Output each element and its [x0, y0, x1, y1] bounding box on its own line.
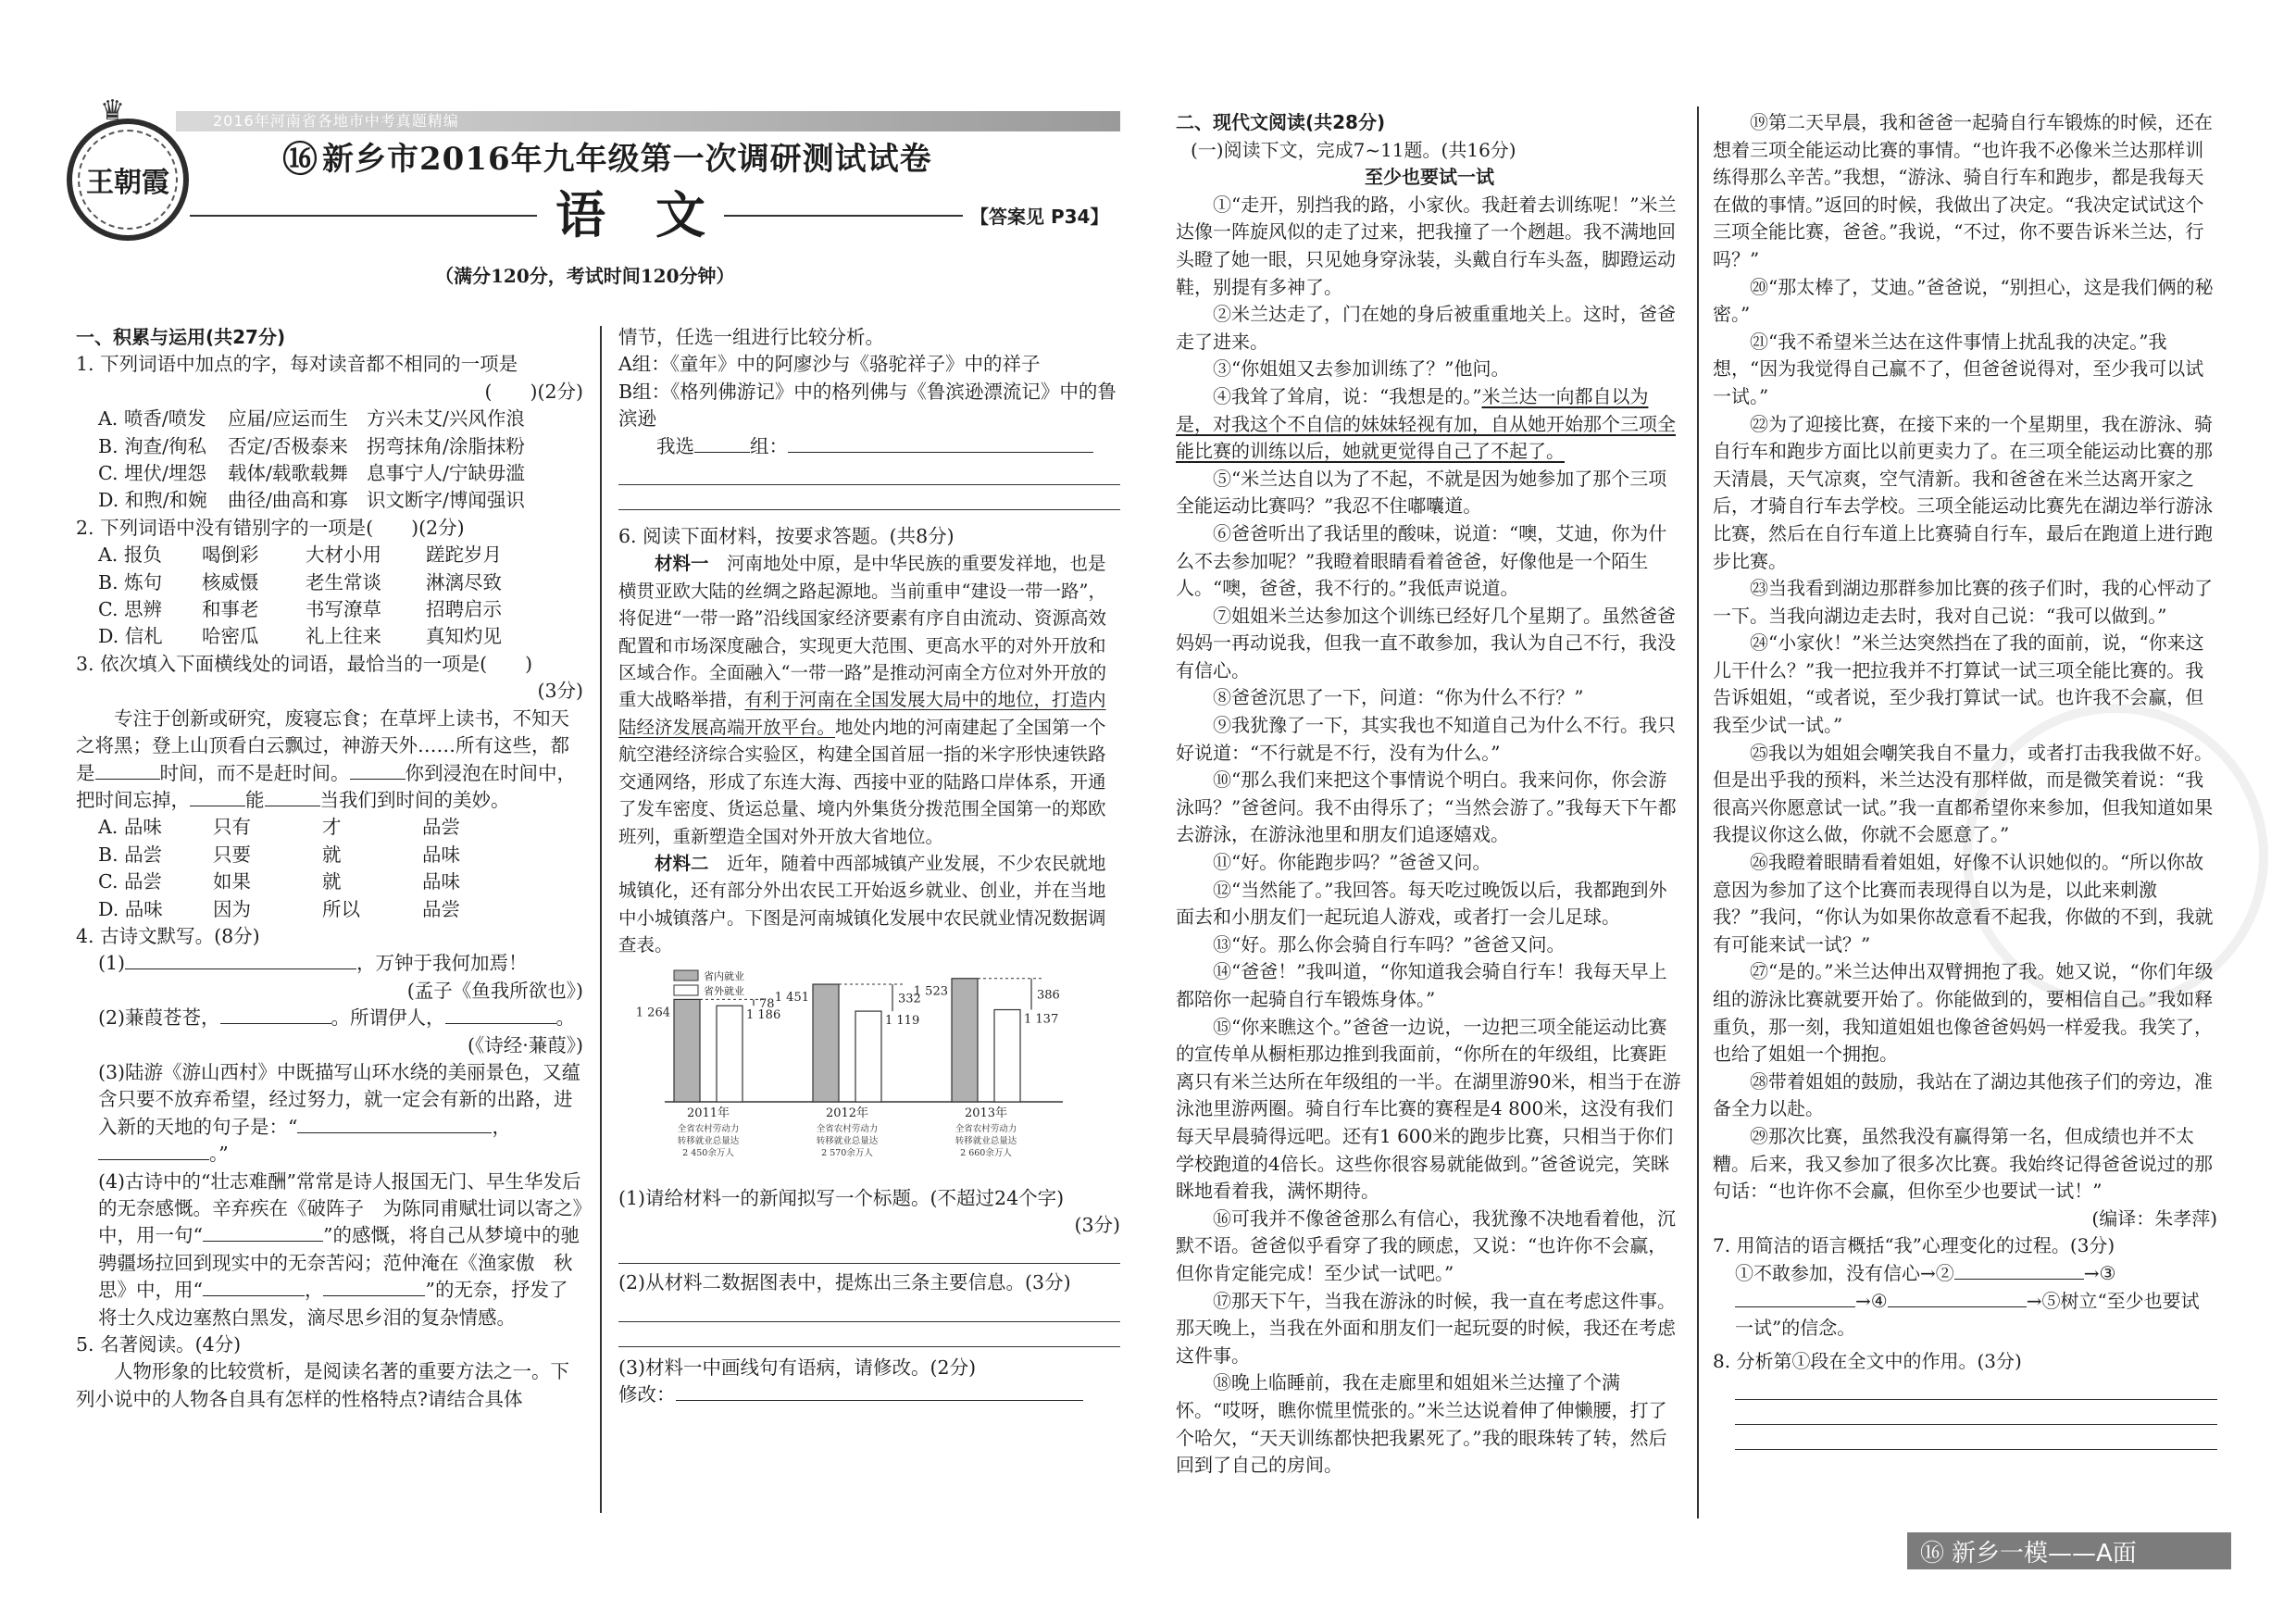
column-3 [1176, 109, 1683, 1480]
fill-blank[interactable] [98, 1141, 209, 1160]
poem-line-2: (2)蒹葭苍苍， 。所谓伊人， 。 [98, 1006, 576, 1030]
correction-blank[interactable] [676, 1381, 1083, 1401]
option-row[interactable]: A. 品味 只有 才 品尝 [98, 816, 460, 839]
q2-options [76, 542, 583, 651]
category-label: 2012年 [825, 1106, 869, 1120]
series-banner: 2016年河南省各地市中考真题精编 [213, 112, 459, 130]
group-a: A组：《童年》中的阿廖沙与《骆驼祥子》中的祥子 [618, 353, 1041, 376]
watermark-seal [1963, 704, 2268, 1009]
paragraph: ⑦姐姐米兰达参加这个训练已经好几个星期了。虽然爸爸妈妈一再动说我，但我一直不敢参加，我认为自己不行，我没有信心。 [1176, 604, 1676, 681]
underlined-sentence: 米兰达一向都自以为是，对我这个不自信的妹妹轻视有加，自从她开始那个三项全能比赛的训练以后，她就更觉得自己了不起了。 [1176, 384, 1676, 463]
fill-blank[interactable] [1954, 1260, 2084, 1280]
fill-blank[interactable] [1888, 1288, 2027, 1307]
poem-item-4: (4)古诗中的“壮志难酬”常常是诗人报国无门、早生华发后的无奈感慨。辛弃疾在《破阵子 为陈同甫赋壮词以寄之》中，用一句“ ”的感慨，将自己从梦境中的驰骋疆场拉回到现实中的无奈苦闷；范仲淹在《渔家傲 秋思》中，用“ ， ”的无奈，抒发了将士久戍边塞熬白黑发，滴尽思乡泪的复杂情感。 [98, 1169, 582, 1329]
answer-line[interactable] [1735, 1425, 2217, 1450]
column-divider [600, 326, 602, 1513]
answer-line[interactable] [618, 1239, 1120, 1264]
correction-line: 修改： [618, 1381, 1120, 1408]
legend-swatch [674, 970, 698, 981]
bar-caption: 转移就业总量达 [677, 1135, 740, 1146]
footer-number: ⑯ [1920, 1539, 1945, 1568]
q5-continued: 情节，任选一组进行比较分析。 [618, 326, 884, 348]
question-3-passage: 专注于创新或研究，废寝忘食；在草坪上读书，不知天之将黑；登上山顶看白云飘过，神游天外……所有这些，都是 时间，而不是赶时间。 你到浸泡在时间中，把时间忘掉， 能 当我们到时间的美妙。 [76, 706, 576, 811]
story-title: 至少也要试一试 [1365, 166, 1494, 189]
sub-question-1-mark: (3分) [1074, 1213, 1120, 1236]
fill-blank[interactable] [220, 1005, 331, 1024]
fill-blank[interactable] [265, 787, 320, 806]
difference-label: 78 [759, 996, 775, 1011]
paragraph: ⑲第二天早晨，我和爸爸一起骑自行车锻炼的时候，还在想着三项全能运动比赛的事情。“也许我不必像米兰达那样训练得那么辛苦。”我想，“游泳、骑自行车和跑步，都是我每天在做的事情。”返回的时候，我做出了决定。“我决定试试这个三项全能比赛，爸爸。”我说，“不过，你不要告诉米兰达，行吗？” [1713, 111, 2213, 270]
material-2: 材料二 近年，随着中西部城镇产业发展，不少农民就地城镇化，还有部分外出农民工开始返乡就业、创业，并在当地中小城镇落户。下图是河南城镇化发展中农民就业情况数据调查表。 [618, 852, 1106, 956]
employment-bar-chart [628, 963, 1072, 1185]
section-heading: 二、现代文阅读(共28分) [1176, 111, 1386, 133]
footer-label: 新乡一模——A面 [1952, 1539, 2137, 1568]
logo-emblem [67, 119, 189, 241]
category-label: 2013年 [964, 1106, 1008, 1120]
option-row[interactable]: A. 报负 喝倒彩 大材小用 蹉跎岁月 [98, 544, 502, 567]
bar-caption: 转移就业总量达 [955, 1135, 1017, 1146]
question-3: 3. 依次填入下面横线处的词语，最恰当的一项是( ) [76, 652, 533, 675]
paragraph: ㉑“我不希望米兰达在这件事情上扰乱我的决定。”我想，“因为我觉得自己赢不了，但爸爸说得对，至少我可以试一试。” [1713, 330, 2204, 407]
q7-chain: ①不敢参加，没有信心→② →③→④ →⑤树立“至少也要试一试”的信念。 [1735, 1261, 2200, 1340]
sub-question-3: (3)材料一中画线句有语病，请修改。(2分) [618, 1356, 977, 1379]
option-row[interactable]: A. 喷香/喷发 应届/应运而生 方兴未艾/兴风作浪 [98, 407, 525, 431]
fill-blank[interactable] [203, 1222, 323, 1242]
option-row[interactable]: D. 和煦/和婉 曲径/曲高和寡 识文断字/博闻强识 [98, 489, 525, 512]
bar-province-inside [813, 984, 839, 1102]
column-1 [76, 324, 583, 1413]
value-label: 1 451 [774, 990, 809, 1005]
q1-options [76, 406, 583, 515]
fill-blank[interactable] [203, 1277, 305, 1296]
paragraph: ㉔“小家伙！”米兰达突然挡在了我的面前，说，“你来这儿干什么？”我一把拉我并不打算试一试三项全能比赛的。我告诉姐姐，“或者说，至少我打算试一试。也许我不会赢，但我至少试一试。” [1713, 631, 2204, 737]
paragraph: ㉗“是的。”米兰达伸出双臂拥抱了我。她又说，“你们年级组的游泳比赛就要开始了。你能做到的，要相信自己。”我如释重负，那一刻，我知道姐姐也像爸爸妈妈一样爱我。我笑了，也给了姐姐一个拥抱。 [1713, 960, 2214, 1066]
editor-credit: (编译：朱孝萍) [2091, 1206, 2217, 1230]
question-8: 8. 分析第①段在全文中的作用。(3分) [1713, 1349, 2022, 1372]
value-label: 1 137 [1024, 1012, 1059, 1027]
paragraph: ⑭“爸爸！”我叫道，“你知道我会骑自行车！我每天早上都陪你一起骑自行车锻炼身体。” [1176, 960, 1667, 1010]
paragraph: ⑫“当然能了。”我回答。每天吃过晚饭以后，我都跑到外面去和小朋友们一起玩追人游戏，或者打一会儿足球。 [1176, 878, 1667, 929]
value-label: 1 119 [885, 1013, 920, 1028]
answer-line[interactable] [1735, 1375, 2217, 1400]
column-divider [1697, 106, 1699, 1518]
paragraph: ㉒为了迎接比赛，在接下来的一个星期里，我在游泳、骑自行车和跑步方面比以前更卖力了。在三项全能运动比赛的那天清晨，天气凉爽，空气清新。我和爸爸在米兰达离开家之后，才骑自行车去学校。三项全能运动比赛先在湖边举行游泳比赛，然后在自行车道上比赛骑自行车，最后在跑道上进行跑步比赛。 [1713, 412, 2213, 572]
fill-blank[interactable] [95, 760, 160, 780]
sub-question-1: (1)请给材料一的新闻拟写一个标题。(不超过24个字) [618, 1186, 1065, 1209]
exam-title: 新乡市2016年九年级第一次调研测试试卷 [322, 141, 932, 178]
bar-province-outside [994, 1009, 1020, 1101]
question-1: 1. 下列词语中加点的字，每对读音都不相同的一项是 [76, 353, 518, 376]
paragraph: ⑧爸爸沉思了一下，问道：“你为什么不行？” [1213, 686, 1584, 709]
fill-blank[interactable] [190, 787, 245, 806]
answer-line[interactable] [618, 460, 1120, 485]
paragraph: ②米兰达走了，门在她的身后被重重地关上。这时，爸爸走了进来。 [1176, 303, 1676, 353]
value-label: 1 523 [913, 984, 948, 999]
paragraph: ①“走开，别挡我的路，小家伙。我赶着去训练呢！”米兰达像一阵旋风似的走了过来，把我撞了一个趔趄。我不满地回头瞪了她一眼，只见她身穿泳装，头戴自行车头盔，脚蹬运动鞋，别提有多神了。 [1176, 193, 1677, 298]
value-label: 1 264 [635, 1005, 670, 1019]
footer-tab [1907, 1532, 2231, 1569]
bar-caption: 2 570余万人 [821, 1147, 873, 1158]
poem-source: (孟子《鱼我所欲也》) [406, 979, 583, 1002]
legend-label: 省外就业 [704, 984, 744, 997]
choose-group-line: 我选 组： [618, 433, 1120, 460]
question-1-mark: ( )(2分) [484, 380, 583, 403]
fill-blank[interactable] [350, 760, 406, 780]
paragraph: ㉙那次比赛，虽然我没有赢得第一名，但成绩也并不太糟。后来，我又参加了很多次比赛。我始终记得爸爸说过的那句话：“也许你不会赢，但你至少也要试一试！” [1713, 1124, 2213, 1203]
paragraph: ③“你姐姐又去参加训练了？”他问。 [1213, 357, 1510, 381]
option-row[interactable]: D. 品味 因为 所以 品尝 [98, 897, 460, 920]
fill-blank[interactable] [297, 1114, 492, 1133]
sub-question-2: (2)从材料二数据图表中，提炼出三条主要信息。(3分) [618, 1271, 1071, 1294]
underlined-sentence: 有利于河南在全国发展大局中的地位，打造内陆经济发展高端开放平台。 [618, 689, 1106, 738]
logo-text: 王朝霞 [86, 167, 169, 199]
legend-label: 省内就业 [704, 969, 744, 982]
question-2: 2. 下列词语中没有错别字的一项是( )(2分) [76, 516, 465, 539]
question-7: 7. 用简洁的语言概括“我”心理变化的过程。(3分) [1713, 1234, 2115, 1257]
paragraph: ⑯可我并不像爸爸那么有信心，我犹豫不决地看着他，沉默不语。爸爸似乎看穿了我的顾虑，又说：“也许你不会赢，但你肯定能完成！至少试一试吧。” [1176, 1206, 1676, 1284]
column-2 [618, 324, 1120, 1409]
question-6: 6. 阅读下面材料，按要求答题。(共8分) [618, 525, 955, 548]
question-3-mark: (3分) [537, 680, 583, 703]
section-heading: 一、积累与运用(共27分) [76, 326, 286, 348]
paragraph: ⑨我犹豫了一下，其实我也不知道自己为什么不行。我只好说道：“不行就是不行，没有为什么。” [1176, 714, 1676, 764]
difference-label: 386 [1037, 988, 1060, 1003]
bar-caption: 全省农村劳动力 [955, 1123, 1017, 1134]
option-row[interactable]: C. 品尝 如果 就 品味 [98, 870, 460, 893]
option-row[interactable]: B. 炼句 核威慑 老生常谈 淋漓尽致 [98, 570, 502, 594]
answer-line[interactable] [618, 1322, 1120, 1347]
score-note: （满分120分，考试时间120分钟） [435, 265, 735, 287]
poem-line-1: (1) ，万钟于我何加焉！ [98, 952, 528, 975]
paragraph: ⑱晚上临睡前，我在走廊里和姐姐米兰达撞了个满怀。“哎呀，瞧你慌里慌张的。”米兰达说着伸了伸懒腰，打了个哈欠，“天天训练都快把我累死了。”我的眼珠转了转，然后回到了自己的房间。 [1176, 1371, 1667, 1477]
paragraph: ④我耸了耸肩，说：“我想是的。”米兰达一向都自以为是，对我这个不自信的妹妹轻视有加，自从她开始那个三项全能比赛的训练以后，她就更觉得自己了不起了。 [1176, 384, 1676, 463]
bar-caption: 全省农村劳动力 [677, 1123, 740, 1134]
option-row[interactable]: B. 品尝 只要 就 品味 [98, 843, 460, 866]
bar-caption: 转移就业总量达 [816, 1135, 879, 1146]
crown-icon: ♛ [100, 94, 125, 127]
paragraph: ⑪“好。你能跑步吗？”爸爸又问。 [1213, 851, 1491, 874]
bar-caption: 2 660余万人 [960, 1147, 1012, 1158]
answer-reference: 【答案见 P34】 [963, 202, 1116, 229]
legend-swatch [674, 985, 698, 995]
paragraph: ㉕我以为姐姐会嘲笑我自不量力，或者打击我我做不好。但是出乎我的预料，米兰达没有那样做，而是微笑着说：“我很高兴你愿意试一试。”我一直都希望你来参加，但我知道如果我提议你这么做，你就不会愿意了。” [1713, 741, 2214, 846]
bar-caption: 全省农村劳动力 [816, 1123, 879, 1134]
paragraph: ㉓当我看到湖边那群参加比赛的孩子们时，我的心怦动了一下。当我向湖边走去时，我对自己说：“我可以做到。” [1713, 577, 2213, 627]
answer-line[interactable] [1735, 1400, 2217, 1425]
answer-blank[interactable] [788, 433, 1093, 453]
fill-blank[interactable] [323, 1277, 425, 1296]
paragraph: ⑳“那太棒了，艾迪。”爸爸说，“别担心，这是我们俩的秘密。” [1713, 275, 2214, 326]
poem-source: (《诗经·蒹葭》) [467, 1033, 583, 1056]
fill-blank[interactable] [125, 950, 356, 969]
paragraph: ⑬“好。那么你会骑自行车吗？”爸爸又问。 [1213, 932, 1566, 956]
subject-title: 语 文 [537, 185, 724, 244]
category-label: 2011年 [686, 1106, 730, 1120]
option-row[interactable]: B. 洵查/徇私 否定/否极泰来 拐弯抹角/涂脂抹粉 [98, 434, 525, 457]
group-b: B组：《格列佛游记》中的格列佛与《鲁滨逊漂流记》中的鲁滨逊 [618, 380, 1117, 431]
value-label: 1 186 [746, 1007, 781, 1022]
poem-item-3: (3)陆游《游山西村》中既描写山环水绕的美丽景色，又蕴含只要不放弃希望，经过努力，就一定会有新的出路，进入新的天地的句子是：“ ，。” [98, 1060, 581, 1166]
bar-province-inside [952, 978, 978, 1101]
paragraph: ㉘带着姐姐的鼓励，我站在了湖边其他孩子们的旁边，准备全力以赴。 [1713, 1069, 2213, 1120]
material-1: 材料一 河南地处中原，是中华民族的重要发祥地，也是横贯亚欧大陆的丝绸之路起源地。当前重申“建设一带一路”，将促进“一带一路”沿线国家经济要素有序自由流动、资源高效配置和市场深度融合，实现更大范围、更高水平的对外开放和区域合作。全面融入“一带一路”是推动河南全方位对外开放的重大战略举措，有利于河南在全国发展大局中的地位，打造内陆经济发展高端开放平台。地处内地的河南建起了全国第一个航空港经济综合实验区，构建全国首屈一指的米字形快速铁路交通网络，形成了东连大海、西接中亚的陆路口岸体系，开通了发车密度、货运总量、境内外集货分拨范围全国第一的郑欧班列，重新塑造全国对外开放大省地位。 [618, 553, 1106, 847]
answer-line[interactable] [618, 485, 1120, 510]
paragraph: ⑰那天下午，当我在游泳的时候，我一直在考虑这件事。那天晚上，当我在外面和朋友们一起玩耍的时候，我还在考虑这件事。 [1176, 1289, 1676, 1367]
paragraph: ⑮“你来瞧这个。”爸爸一边说，一边把三项全能运动比赛的宣传单从橱柜那边推到我面前，“你所在的年级组，比赛距离只有米兰达所在年级组的一半。在湖里游90米，相当于在游泳池里游两圈。骑自行车比赛的赛程是4 800米，这没有我们每天早晨骑得远吧。还有1 600米的跑步比赛，只相当于你们学校跑道的4倍长。这些你很容易就能做到。”爸爸说完，笑眯眯地看着我，满怀期待。 [1176, 1015, 1681, 1203]
question-5: 5. 名著阅读。(4分) [76, 1333, 242, 1356]
q3-options [76, 814, 583, 923]
answer-line[interactable] [618, 1297, 1120, 1322]
fill-blank[interactable] [445, 1005, 556, 1024]
question-5-text: 人物形象的比较赏析，是阅读名著的重要方法之一。下列小说中的人物各自具有怎样的性格特点?请结合具体 [76, 1360, 569, 1410]
paragraph: ⑤“米兰达自以为了不起，不就是因为她参加了那个三项全能运动比赛吗？”我忍不住嘟囔道。 [1176, 467, 1667, 518]
bar-province-outside [855, 1011, 881, 1102]
group-choice-blank[interactable] [694, 433, 750, 453]
paragraph: ⑩“那么我们来把这个事情说个明白。我来问你，你会游泳吗？”爸爸问。我不由得乐了；“当然会游了。”我每天下午都去游泳，在游泳池里和朋友们追逐嬉戏。 [1176, 769, 1677, 846]
option-row[interactable]: C. 埋伏/埋怨 载体/载歌载舞 息事宁人/宁缺毋滥 [98, 462, 525, 485]
bar-province-outside [717, 1006, 742, 1102]
paragraph: ㉖我瞪着眼睛看着姐姐，好像不认识她似的。“所以你故意因为参加了这个比赛而表现得自以为是，以此来刺激我？”我问，“你认为如果你故意看不起我，你做的不到，我就有可能来试一试？” [1713, 851, 2214, 956]
paragraph: ⑥爸爸听出了我话里的酸味，说道：“噢，艾迪，你为什么不去参加呢？”我瞪着眼睛看着爸爸，好像他是一个陌生人。“噢，爸爸，我不行的。”我低声说道。 [1176, 521, 1667, 600]
option-row[interactable]: C. 思辨 和事老 书写潦草 招聘启示 [98, 598, 502, 621]
sub-section-heading: (一)阅读下文，完成7~11题。(共16分) [1191, 138, 1516, 161]
fill-blank[interactable] [1735, 1288, 1855, 1307]
exam-number: ⑯ [282, 138, 318, 180]
bar-caption: 2 450余万人 [682, 1147, 734, 1158]
question-4: 4. 古诗文默写。(8分) [76, 924, 260, 947]
bar-province-inside [674, 999, 700, 1102]
option-row[interactable]: D. 信札 哈密瓜 礼上往来 真知灼见 [98, 625, 502, 648]
difference-label: 332 [898, 992, 921, 1006]
